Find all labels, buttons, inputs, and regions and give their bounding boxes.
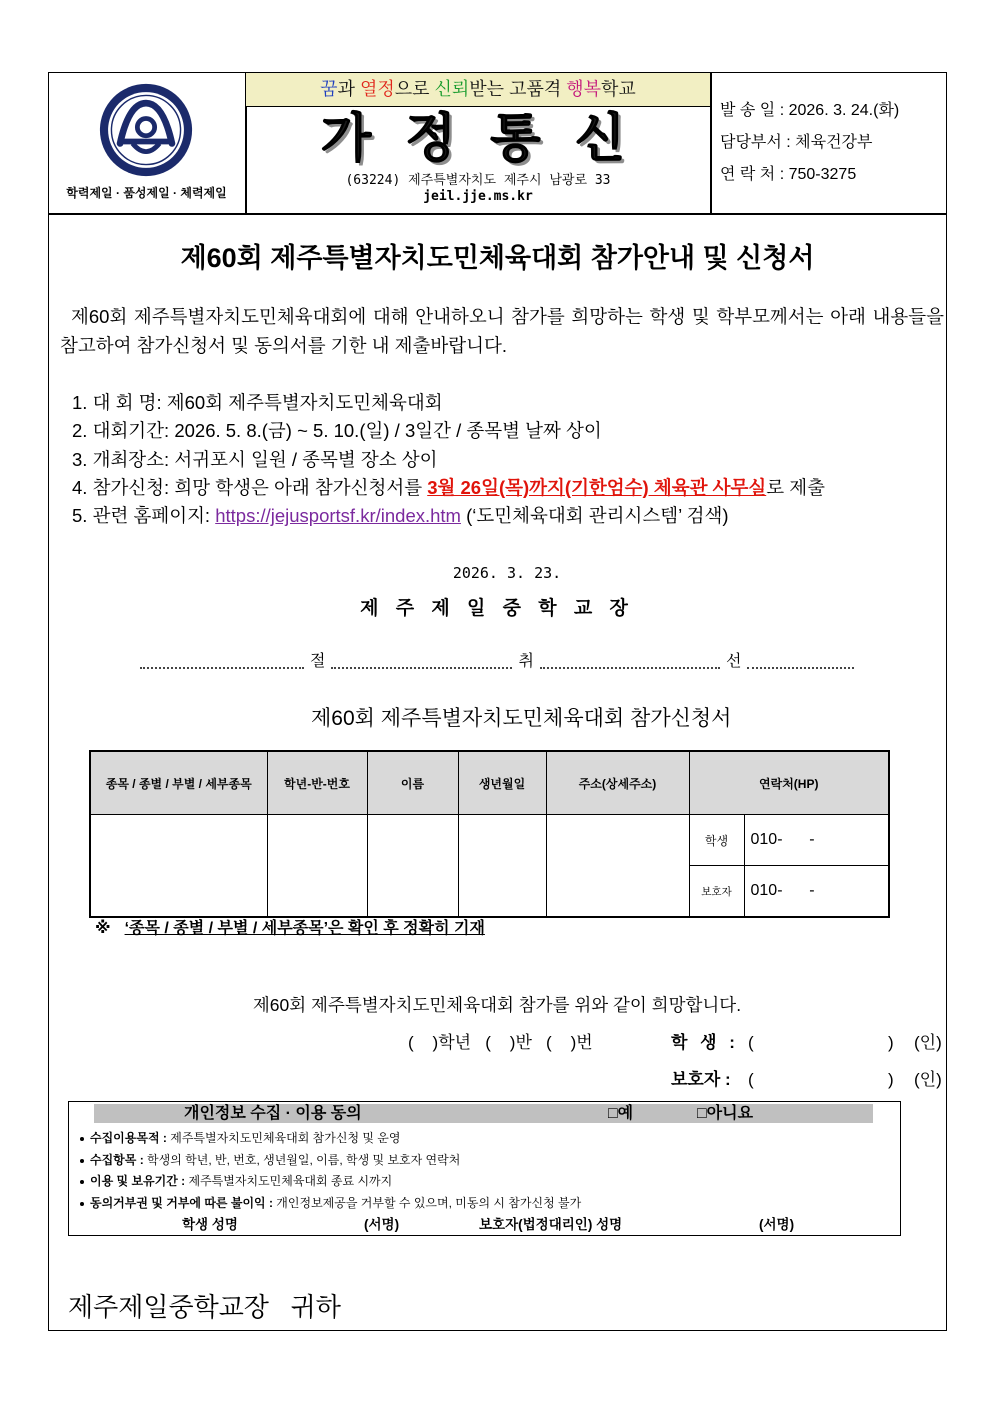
cut-dots [140, 667, 304, 669]
application-statement: 제60회 제주특별자치도민체육대회 참가를 위와 같이 희망합니다. [252, 995, 742, 1015]
school-address: (63224) 제주특별자치도 제주시 남광로 33 [345, 173, 611, 188]
consent-item-text: 제주특별자치도민체육대회 종료 시까지 [185, 1174, 393, 1188]
send-date: 발 송 일 : 2026. 3. 24.(화) [720, 102, 900, 119]
deadline-prefix: 4. 참가신청: 희망 학생은 아래 참가신청서를 [72, 476, 428, 498]
cell-name [367, 815, 458, 918]
cut-line [140, 650, 856, 674]
form-title: 제60회 제주특별자치도민체육대회 참가신청서 [311, 707, 732, 730]
bullet-icon [80, 1137, 84, 1141]
list-item-homepage [72, 502, 825, 530]
application-table [89, 750, 890, 918]
guardian-sign-mark: (서명) [759, 1217, 795, 1232]
paren-open: ( [748, 1033, 754, 1052]
column-header-name: 이름 [367, 751, 458, 815]
student-sign-label: 학생 성명 [182, 1217, 238, 1232]
student-sign-mark: (서명) [364, 1217, 400, 1232]
cell-event [90, 815, 267, 918]
consent-no-checkbox: □아니요 [697, 1105, 754, 1122]
student-phone: 010- - [744, 815, 889, 866]
cell-class [267, 815, 367, 918]
guardian-label: 보호자 : [671, 1070, 731, 1089]
consent-item-label: 동의거부권 및 거부에 따른 불이익 : [90, 1196, 273, 1210]
deadline-highlight: 3월 26일(목)까지(기한엄수) 체육관 사무실 [427, 476, 767, 498]
consent-item [80, 1193, 581, 1213]
cut-char: 절 [310, 653, 326, 670]
slogan-word: 받는 고품격 [469, 79, 567, 99]
column-header-contact: 연락처(HP) [689, 751, 889, 815]
list-item: 3. 개최장소: 서귀포시 일원 / 종목별 장소 상이 [72, 448, 438, 470]
school-emblem-icon [98, 82, 194, 178]
consent-item-label: 수집이용목적 : [90, 1131, 167, 1145]
cut-char: 취 [518, 653, 534, 670]
slogan-word: 행복 [566, 79, 602, 99]
cut-dots [747, 667, 854, 669]
slogan-word: 꿈 [320, 79, 338, 99]
bullet-icon [80, 1180, 84, 1184]
guardian-sign-label: 보호자(법정대리인) 성명 [479, 1217, 623, 1232]
paren-open: ( [748, 1070, 754, 1089]
class-fields: ( )학년 ( )반 ( )번 [408, 1033, 593, 1052]
consent-yes-checkbox: □예 [608, 1105, 634, 1122]
notice-list [72, 389, 825, 530]
principal-signature: 제 주 제 일 중 학 교 장 [360, 598, 634, 619]
student-contact-label: 학생 [689, 815, 744, 866]
column-header-birthdate: 생년월일 [458, 751, 546, 815]
contact-number: 연 락 처 : 750-3275 [720, 166, 857, 183]
list-item: 2. 대회기간: 2026. 5. 8.(금) ~ 5. 10.(일) / 3일간 / 종목별 날짜 상이 [72, 420, 602, 442]
cut-char: 선 [725, 653, 742, 670]
slogan-word: 과 [337, 79, 360, 99]
note-text: ‘종목 / 종별 / 부별 / 세부종목’은 확인 후 정확히 기재 [124, 920, 485, 937]
header-bottom-rule [48, 213, 947, 215]
column-header-address: 주소(상세주소) [546, 751, 689, 815]
list-item-deadline [72, 474, 825, 502]
cut-dots [331, 667, 512, 669]
consent-item-text: 제주특별자치도민체육대회 참가신청 및 운영 [166, 1131, 401, 1145]
cell-birthdate [458, 815, 546, 918]
guardian-contact-label: 보호자 [689, 866, 744, 918]
consent-item-label: 이용 및 보유기간 : [90, 1174, 186, 1188]
list-item: 1. 대 회 명: 제60회 제주특별자치도민체육대회 [72, 392, 443, 413]
column-header-class: 학년-반-번호 [267, 751, 367, 815]
slogan-word: 학교 [601, 79, 636, 99]
consent-item [80, 1150, 460, 1170]
deadline-suffix: 로 제출 [766, 476, 825, 498]
homepage-link[interactable]: https://jejusportsf.kr/index.htm [215, 505, 461, 527]
issue-info [720, 95, 899, 191]
note-mark: ※ [95, 920, 111, 937]
homepage-prefix: 5. 관련 홈페이지: [72, 505, 216, 527]
slogan-band [246, 73, 710, 107]
column-header-event: 종목 / 종별 / 부별 / 세부종목 [90, 751, 267, 815]
consent-item [80, 1171, 392, 1191]
paren-close: ) [888, 1070, 894, 1089]
consent-title: 개인정보 수집 · 이용 동의 [184, 1105, 362, 1122]
bullet-icon [80, 1159, 84, 1163]
intro-paragraph: 제60회 제주특별자치도민체육대회에 대해 안내하오니 참가를 희망하는 학생 및 학부모께서는 아래 내용들을 참고하여 참가신청서 및 동의서를 기한 내 제출바랍니다. [60, 306, 944, 356]
cell-address [546, 815, 689, 918]
slogan-word: 으로 [394, 79, 435, 99]
student-label: 학 생 : [671, 1033, 739, 1052]
slogan-word: 신뢰 [434, 79, 470, 99]
school-motto: 학력제일 · 품성제일 · 체력제일 [66, 186, 227, 200]
student-seal: (인) [914, 1033, 942, 1052]
form-note [95, 918, 485, 940]
table-header-row [90, 751, 889, 815]
notice-date: 2026. 3. 23. [452, 564, 562, 582]
homepage-suffix: (‘도민체육대회 관리시스템’ 검색) [460, 505, 729, 527]
table-row [90, 815, 889, 866]
school-website: jeil.jje.ms.kr [423, 189, 533, 204]
closing-addressee: 제주제일중학교장 귀하 [68, 1292, 341, 1322]
consent-item-text: 개인정보제공을 거부할 수 있으며, 미동의 시 참가신청 불가 [272, 1196, 582, 1210]
department: 담당부서 : 체육건강부 [720, 134, 873, 151]
consent-item-text: 학생의 학년, 반, 번호, 생년월일, 이름, 학생 및 보호자 연락처 [143, 1153, 461, 1167]
slogan-word: 열정 [359, 79, 395, 99]
consent-item [80, 1128, 400, 1148]
guardian-seal: (인) [914, 1070, 942, 1089]
newsletter-title: 가 정 통 신 [320, 110, 636, 168]
paren-close: ) [888, 1033, 894, 1052]
consent-item-label: 수집항목 : [90, 1153, 144, 1167]
header-divider-right [710, 72, 712, 214]
bullet-icon [80, 1202, 84, 1206]
guardian-phone: 010- - [744, 866, 889, 918]
page-title: 제60회 제주특별자치도민체육대회 참가안내 및 신청서 [180, 243, 815, 273]
cut-dots [540, 667, 720, 669]
